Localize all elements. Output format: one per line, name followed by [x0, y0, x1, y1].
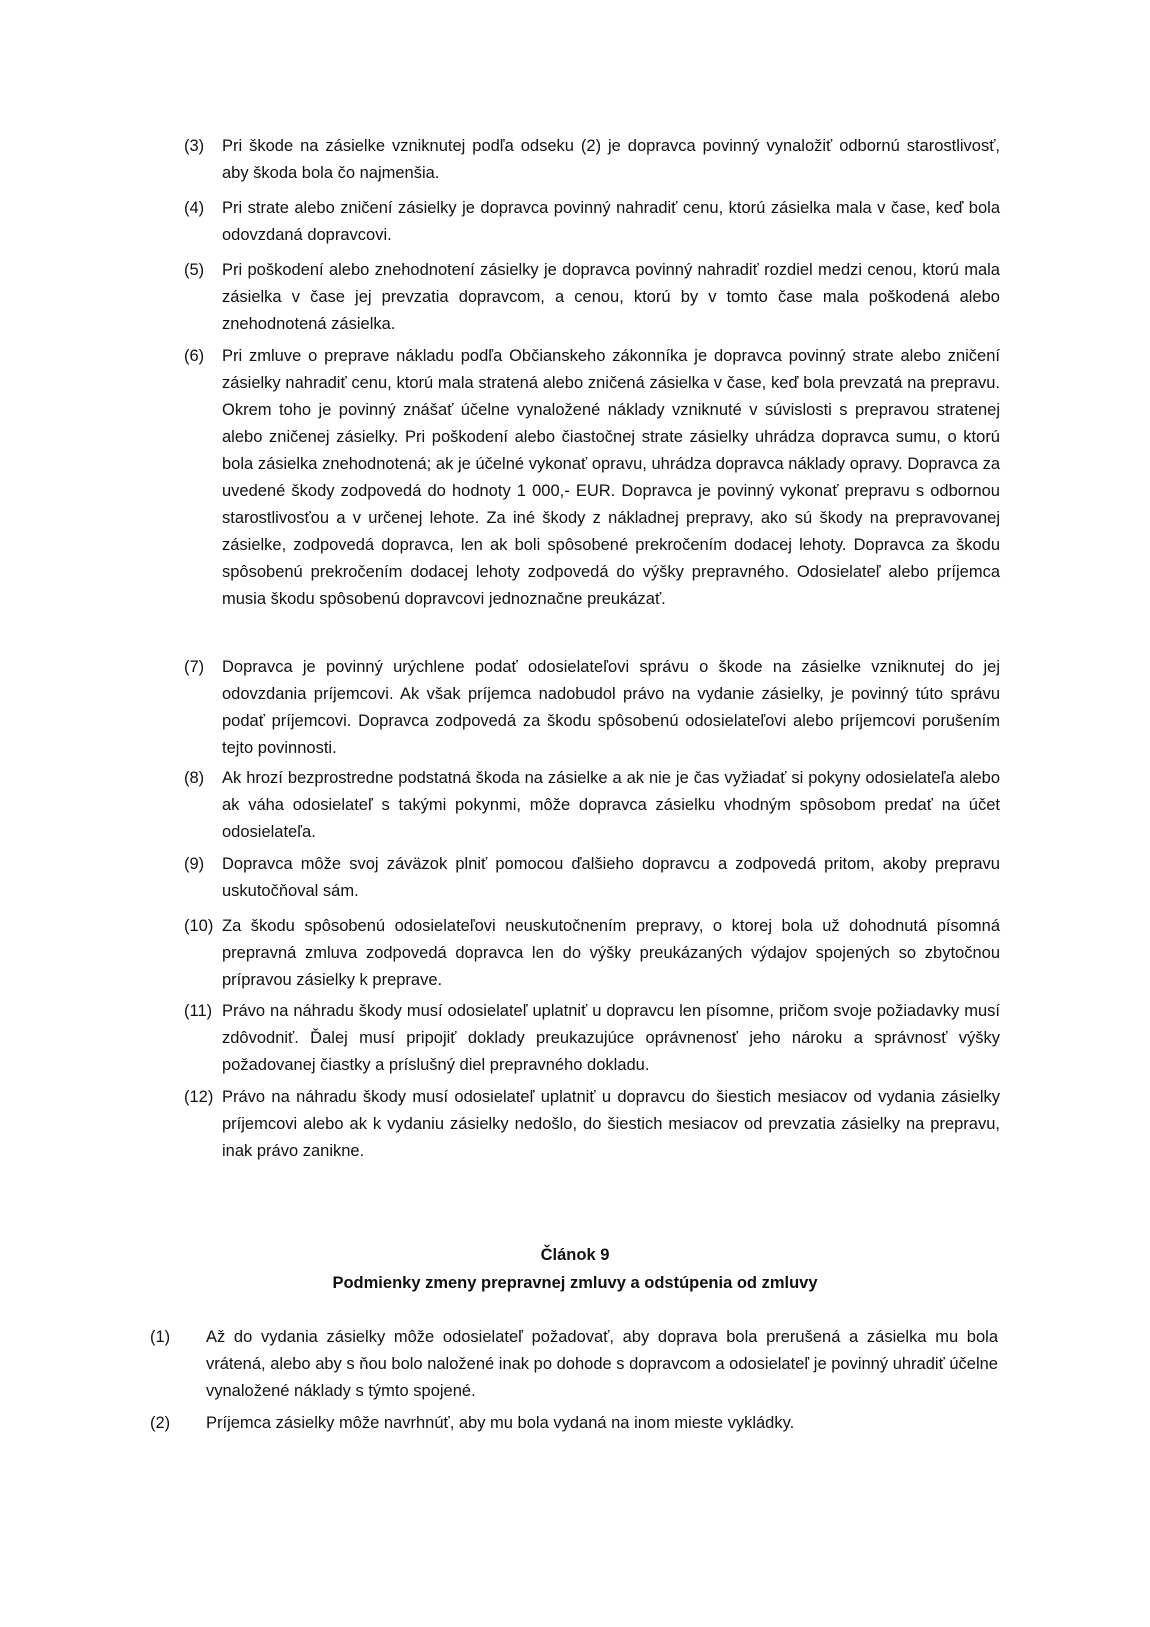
paragraph-text: Právo na náhradu škody musí odosielateľ uplatniť u dopravcu len písomne, pričom svoje požiadavky musí zdôvodniť. Ďalej musí pripojiť doklady preukazujúce oprávnenosť jeho nároku a správnosť výšky požadovanej čiastky a príslušný diel prepravného dokladu. — [222, 1002, 1000, 1074]
paragraph-12 — [184, 1084, 1000, 1165]
paragraph-text: Príjemca zásielky môže navrhnúť, aby mu bola vydaná na inom mieste vykládky. — [206, 1414, 795, 1432]
paragraph-7 — [184, 654, 1000, 762]
paragraph-text: Pri zmluve o preprave nákladu podľa Občianskeho zákonníka je dopravca povinný strate alebo zničení zásielky nahradiť cenu, ktorú mala stratená alebo zničená zásielka v čase, keď bola prevzatá na prepravu. Okrem toho je povinný znášať účelne vynaložené náklady vzniknuté v súvislosti s prepravou stratenej alebo zničenej zásielky. Pri poškodení alebo čiastočnej strate zásielky uhrádza dopravca sumu, o ktorú bola zásielka znehodnotená; ak je účelné vykonať opravu, uhrádza dopravca náklady opravy. Dopravca za uvedené škody zodpovedá do hodnoty 1 000,- EUR. Dopravca je povinný vykonať prepravu s odbornou starostlivosťou a v určenej lehote. Za iné škody z nákladnej prepravy, ako sú škody na prepravovanej zásielke, zodpovedá dopravca, len ak boli spôsobené prekročením dodacej lehoty. Dopravca za škodu spôsobenú prekročením dodacej lehoty zodpovedá do výšky prepravného. Odosielateľ alebo príjemca musia škodu spôsobenú dopravcovi jednoznačne preukázať. — [222, 347, 1000, 608]
paragraph-text: Pri strate alebo zničení zásielky je dopravca povinný nahradiť cenu, ktorú zásielka mala v čase, keď bola odovzdaná dopravcovi. — [222, 199, 1000, 244]
paragraph-number: (9) — [184, 855, 205, 873]
paragraph-8 — [184, 765, 1000, 846]
paragraph-text: Až do vydania zásielky môže odosielateľ požadovať, aby doprava bola prerušená a zásielka mu bola vrátená, alebo aby s ňou bolo naložené inak po dohode s dopravcom a odosielateľ je povinný uhradiť účelne vynaložené náklady s týmto spojené. — [206, 1328, 998, 1400]
paragraph-number: (12) — [184, 1088, 214, 1106]
paragraph-9 — [184, 851, 1000, 905]
article-subtitle: Podmienky zmeny prepravnej zmluvy a odstúpenia od zmluvy — [332, 1274, 818, 1292]
paragraph-number: (1) — [150, 1328, 171, 1346]
paragraph-number: (8) — [184, 769, 205, 787]
paragraph-5 — [184, 257, 1000, 338]
paragraph-6 — [184, 343, 1000, 613]
paragraph-3 — [184, 133, 1000, 187]
paragraph-number: (4) — [184, 199, 205, 217]
paragraph-number: (6) — [184, 347, 205, 365]
article-paragraph-1 — [150, 1324, 998, 1405]
paragraph-number: (11) — [184, 1002, 213, 1020]
paragraph-text: Dopravca je povinný urýchlene podať odosielateľovi správu o škode na zásielke vzniknutej do jej odovzdania príjemcovi. Ak však príjemca nadobudol právo na vydanie zásielky, je povinný túto správu podať príjemcovi. Dopravca zodpovedá za škodu spôsobenú odosielateľovi alebo príjemcovi porušením tejto povinnosti. — [222, 658, 1000, 757]
paragraph-11 — [184, 998, 1000, 1079]
paragraph-number: (2) — [150, 1414, 171, 1432]
paragraph-4 — [184, 195, 1000, 249]
article-title: Článok 9 — [540, 1246, 610, 1264]
paragraph-number: (10) — [184, 917, 214, 935]
paragraph-text: Právo na náhradu škody musí odosielateľ uplatniť u dopravcu do šiestich mesiacov od vydania zásielky príjemcovi alebo ak k vydaniu zásielky nedošlo, do šiestich mesiacov od prevzatia zásielky na prepravu, inak právo zanikne. — [222, 1088, 1000, 1160]
paragraph-text: Ak hrozí bezprostredne podstatná škoda na zásielke a ak nie je čas vyžiadať si pokyny odosielateľa alebo ak váha odosielateľ s takými pokynmi, môže dopravca zásielku vhodným spôsobom predať na účet odosielateľa. — [222, 769, 1000, 841]
paragraph-number: (5) — [184, 261, 205, 279]
paragraph-text: Dopravca môže svoj záväzok plniť pomocou ďalšieho dopravcu a zodpovedá pritom, akoby prepravu uskutočňoval sám. — [222, 855, 1000, 900]
paragraph-number: (3) — [184, 137, 205, 155]
paragraph-number: (7) — [184, 658, 205, 676]
paragraph-text: Za škodu spôsobenú odosielateľovi neuskutočnením prepravy, o ktorej bola už dohodnutá písomná prepravná zmluva zodpovedá dopravca len do výšky preukázaných výdajov spojených so zbytočnou prípravou zásielky k preprave. — [222, 917, 1000, 989]
article-paragraph-2 — [150, 1410, 998, 1437]
paragraph-10 — [184, 913, 1000, 994]
paragraph-text: Pri poškodení alebo znehodnotení zásielky je dopravca povinný nahradiť rozdiel medzi cenou, ktorú mala zásielka v čase jej prevzatia dopravcom, a cenou, ktorú by v tomto čase mala poškodená alebo znehodnotená zásielka. — [222, 261, 1000, 333]
paragraph-text: Pri škode na zásielke vzniknutej podľa odseku (2) je dopravca povinný vynaložiť odbornú starostlivosť, aby škoda bola čo najmenšia. — [222, 137, 1000, 182]
